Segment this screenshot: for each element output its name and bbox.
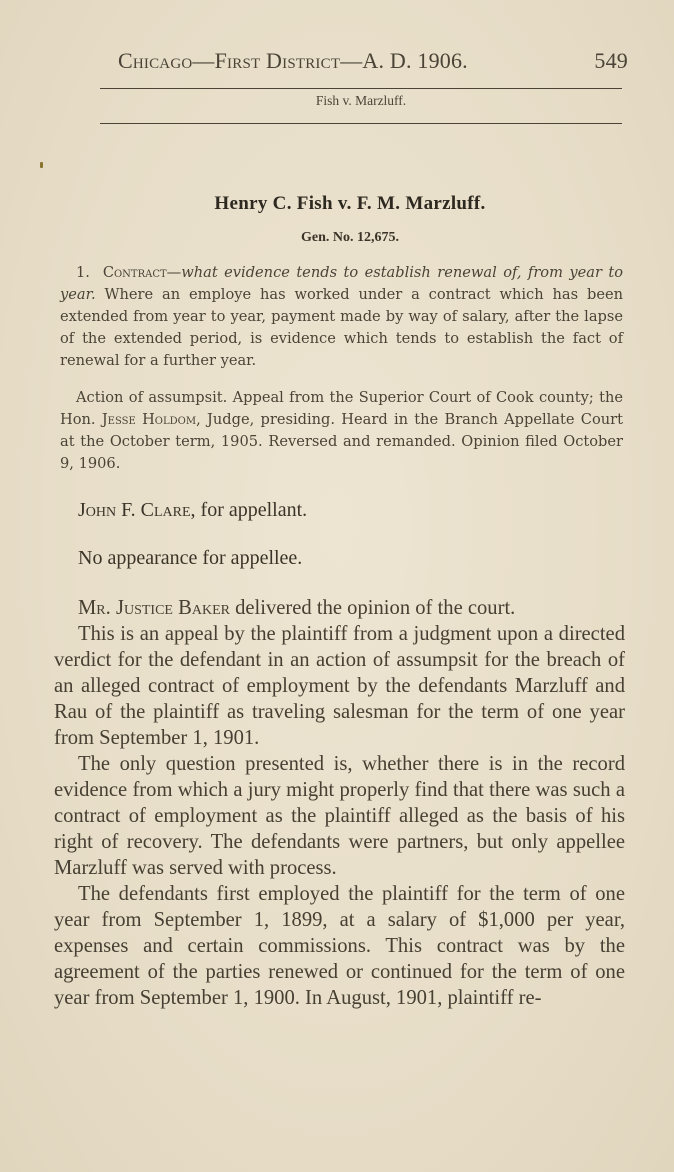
opinion-paragraph: The defendants first employed the plaintiff for the term of one year from September 1, 1899, at a salary of $1,000 per year, expenses and certain commissions. This contract was by the agreement of the parties renewed or continued for the term of one year from September 1, 1900. In August, 1901, plaintiff re- xyxy=(54,883,625,1009)
headnote-topic: Contract xyxy=(102,264,167,281)
header-rule-top xyxy=(100,88,622,89)
headnote xyxy=(60,262,623,372)
counsel-appellee: No appearance for appellee. xyxy=(78,547,303,569)
case-title: Henry C. Fish v. F. M. Marzluff. xyxy=(214,193,486,214)
judge-name: Jesse Holdom xyxy=(101,411,197,428)
appellant-role: , for appellant. xyxy=(190,499,308,521)
general-number: Gen. No. 12,675. xyxy=(301,230,399,245)
paper-blemish xyxy=(40,162,43,168)
page-number: 549 xyxy=(594,48,628,73)
opinion-author-line xyxy=(54,595,625,621)
opinion-author-suffix: delivered the opinion of the court. xyxy=(229,597,516,619)
headnote-number: 1. xyxy=(76,264,90,281)
opinion-paragraph: This is an appeal by the plaintiff from a judgment upon a directed verdict for the defendant in an action of assumpsit for the breach of an alleged contract of employment by the defendants Marzluff and Rau of the plaintiff as traveling salesman for the term of one year from September 1, 1901. xyxy=(54,623,625,749)
header-rule-bottom xyxy=(100,123,622,124)
statement-part-2: , Judge, presiding. Heard in the Branch Appellate Court at the October term, 1905. Reversed and remanded. Opinion filed October 9, 1906. xyxy=(60,411,623,472)
statement-part-1: Action of assumpsit. Appeal from the Superior Court of Cook county; the Hon. xyxy=(60,389,623,428)
counsel-appellant xyxy=(78,499,307,522)
opinion-body xyxy=(54,595,625,1011)
running-head xyxy=(118,48,628,74)
case-statement xyxy=(60,387,623,475)
short-case-title: Fish v. Marzluff. xyxy=(315,93,407,108)
headnote-text: Where an employe has worked under a contract which has been extended from year to year, payment made by way of salary, after the lapse of the extended period, is evidence which tends to establish the fact of renewal for a further year. xyxy=(60,286,623,369)
appellant-counsel-name: John F. Clare xyxy=(78,499,191,521)
headnote-point: —what evidence tends to establish renewal of, from year to year. xyxy=(60,264,624,303)
running-title: Chicago—First District—A. D. 1906. xyxy=(118,48,468,73)
opinion-paragraph: The only question presented is, whether there is in the record evidence from which a jury might properly find that there was such a contract of employment as the plaintiff alleged as the basis of his right of recovery. The defendants were partners, but only appellee Marzluff was served with process. xyxy=(54,753,625,879)
opinion-author: Mr. Justice Baker xyxy=(78,597,230,619)
